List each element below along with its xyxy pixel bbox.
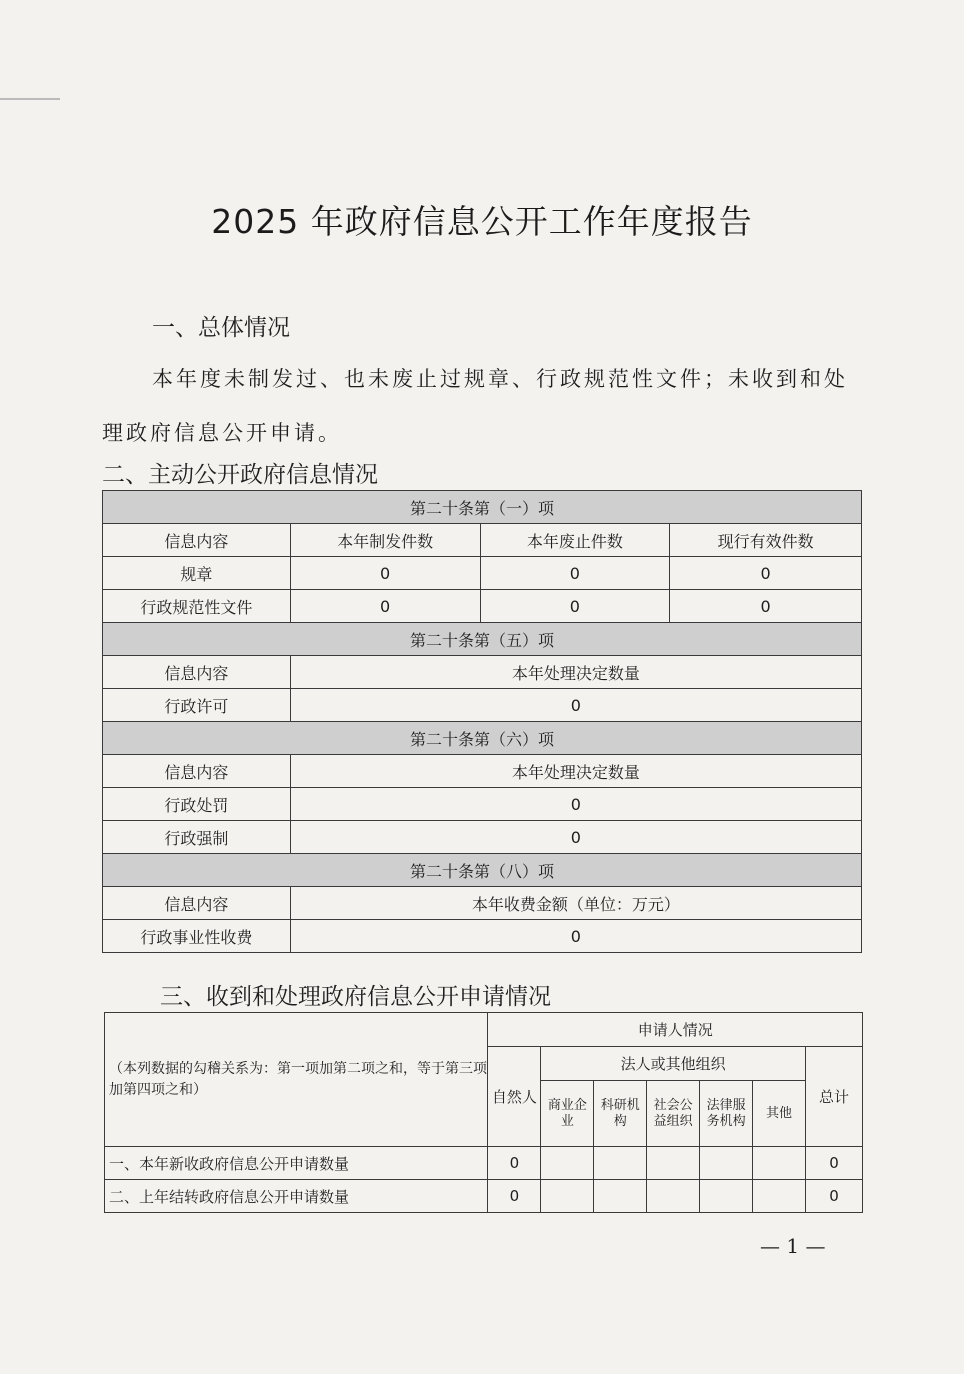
cell-value: 0 (488, 1147, 541, 1180)
cell-empty (647, 1147, 700, 1180)
cell-empty (753, 1180, 806, 1213)
row-label: 规章 (103, 557, 291, 590)
row-label: 行政处罚 (103, 788, 291, 821)
cell-value: 0 (805, 1180, 862, 1213)
art8-col-value: 本年收费金额（单位：万元） (290, 887, 861, 920)
table-row (103, 788, 862, 821)
cell-value: 0 (480, 590, 670, 623)
art1-col-issued: 本年制发件数 (290, 524, 480, 557)
cell-empty (700, 1180, 753, 1213)
cell-empty (541, 1147, 594, 1180)
art5-header: 第二十条第（五）项 (103, 623, 862, 656)
row-label: 行政规范性文件 (103, 590, 291, 623)
cell-empty (594, 1147, 647, 1180)
cell-value: 0 (670, 590, 862, 623)
section3-heading: 三、收到和处理政府信息公开申请情况 (160, 984, 551, 1010)
art1-col-valid: 现行有效件数 (670, 524, 862, 557)
cell-empty (753, 1147, 806, 1180)
cell-value: 0 (480, 557, 670, 590)
page-number: — 1 — (760, 1234, 826, 1258)
table-row (103, 920, 862, 953)
art1-col-content: 信息内容 (103, 524, 291, 557)
row-label: 二、上年结转政府信息公开申请数量 (105, 1180, 488, 1213)
art8-col-content: 信息内容 (103, 887, 291, 920)
cell-empty (541, 1180, 594, 1213)
scan-mark (0, 98, 60, 100)
art5-col-content: 信息内容 (103, 656, 291, 689)
cell-empty (700, 1147, 753, 1180)
cell-value: 0 (290, 590, 480, 623)
proactive-disclosure-table (102, 490, 862, 953)
cell-empty (647, 1180, 700, 1213)
column-note: （本列数据的勾稽关系为：第一项加第二项之和，等于第三项加第四项之和） (105, 1013, 488, 1147)
application-table (104, 1012, 863, 1213)
row-label: 一、本年新收政府信息公开申请数量 (105, 1147, 488, 1180)
art1-col-abolished: 本年废止件数 (480, 524, 670, 557)
legal-org-header: 法人或其他组织 (541, 1047, 806, 1081)
cell-value: 0 (290, 557, 480, 590)
table-row (105, 1180, 863, 1213)
row-label: 行政许可 (103, 689, 291, 722)
section1-heading: 一、总体情况 (152, 315, 290, 341)
social-header: 社会公益组织 (647, 1081, 700, 1147)
applicant-header: 申请人情况 (488, 1013, 863, 1047)
table-row (103, 821, 862, 854)
cell-empty (594, 1180, 647, 1213)
table-row (103, 689, 862, 722)
cell-value: 0 (488, 1180, 541, 1213)
row-label: 行政强制 (103, 821, 291, 854)
report-title: 2025 年政府信息公开工作年度报告 (211, 202, 753, 241)
cell-value: 0 (290, 689, 861, 722)
art8-header: 第二十条第（八）项 (103, 854, 862, 887)
art6-header: 第二十条第（六）项 (103, 722, 862, 755)
art6-col-value: 本年处理决定数量 (290, 755, 861, 788)
art6-col-content: 信息内容 (103, 755, 291, 788)
legal-service-header: 法律服务机构 (700, 1081, 753, 1147)
art5-col-value: 本年处理决定数量 (290, 656, 861, 689)
cell-value: 0 (290, 821, 861, 854)
research-header: 科研机构 (594, 1081, 647, 1147)
natural-person-header: 自然人 (488, 1047, 541, 1147)
commercial-header: 商业企业 (541, 1081, 594, 1147)
table-row (105, 1147, 863, 1180)
row-label: 行政事业性收费 (103, 920, 291, 953)
cell-value: 0 (670, 557, 862, 590)
cell-value: 0 (290, 788, 861, 821)
section2-heading: 二、主动公开政府信息情况 (102, 462, 378, 488)
other-header: 其他 (753, 1081, 806, 1147)
table-row (103, 590, 862, 623)
section1-paragraph: 本年度未制发过、也未废止过规章、行政规范性文件；未收到和处理政府信息公开申请。 (102, 367, 848, 445)
table-row (103, 557, 862, 590)
cell-value: 0 (805, 1147, 862, 1180)
cell-value: 0 (290, 920, 861, 953)
art1-header: 第二十条第（一）项 (103, 491, 862, 524)
total-header: 总计 (805, 1047, 862, 1147)
